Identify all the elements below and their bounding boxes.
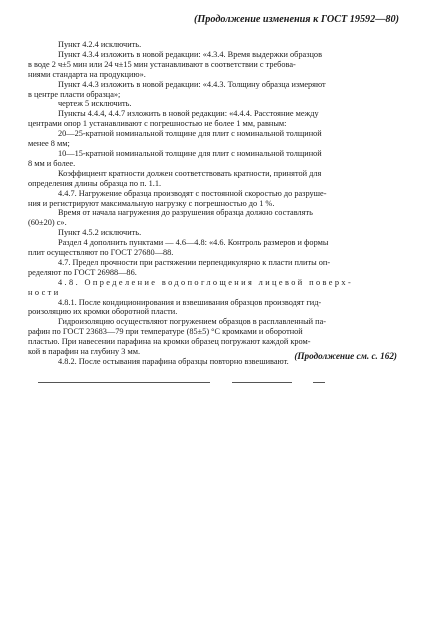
text-line: пластью. При навесении парафина на кромки образец погружают каждой кром- (28, 337, 311, 347)
text-line: плит осуществляют по ГОСТ 27680—88. (28, 248, 174, 258)
page-header: (Продолжение изменения к ГОСТ 19592—80) (193, 14, 399, 25)
text-line: (60±20) с». (28, 218, 67, 228)
text-line: менее 8 мм; (28, 139, 70, 149)
text-line: в воде 2 ч±5 мин или 24 ч±15 мин устанавливают в соответствии с требова- (28, 59, 296, 69)
paragraph (28, 149, 400, 169)
text-line: Пункты 4.4.4, 4.4.7 изложить в новой редакции: «4.4.4. Расстояние между (58, 109, 319, 119)
paragraph (28, 80, 400, 100)
text-line: 4.8.1. После кондиционирования и взвешивания образцов производят гид- (58, 297, 322, 307)
text-line: ния и регистрируют максимальную нагрузку с погрешностью до 1 %. (28, 198, 275, 208)
paragraph (28, 258, 400, 278)
paragraph (28, 129, 400, 149)
paragraph (28, 208, 400, 228)
paragraph (28, 169, 400, 189)
paragraph (28, 40, 400, 50)
text-line: роизоляцию их кромки оборотной пласти. (28, 307, 178, 317)
text-line: 4.8. Определение водопоглощения лицевой поверх- (58, 277, 354, 287)
paragraph (28, 298, 400, 318)
paragraph (28, 189, 400, 209)
text-line: Пункт 4.4.3 изложить в новой редакции: «4.4.3. Толщину образца измеряют (58, 79, 326, 89)
text-line: 4.7. Предел прочности при растяжении перпендикулярно к пласти плиты оп- (58, 257, 331, 267)
text-line: Пункт 4.5.2 исключить. (58, 228, 142, 238)
text-line: чертеж 5 исключить. (58, 99, 132, 109)
text-line: Раздел 4 дополнить пунктами — 4.6—4.8: «4.6. Контроль размеров и формы (58, 238, 329, 248)
separator-rule-mid (232, 382, 292, 383)
text-line: ниями стандарта на продукцию». (28, 69, 146, 79)
text-line: Пункт 4.2.4 исключить. (58, 40, 142, 49)
paragraph (28, 99, 400, 109)
text-line: ности (28, 287, 61, 297)
paragraph (28, 238, 400, 258)
text-line: определения длины образца по п. 1.1. (28, 178, 162, 188)
text-line: 4.4.7. Нагружение образца производят с постоянной скоростью до разруше- (58, 188, 327, 198)
text-line: Пункт 4.3.4 изложить в новой редакции: «4.3.4. Время выдержки образцов (58, 49, 322, 59)
text-line: 20—25-кратной номинальной толщине для плит с номинальной толщиной (58, 129, 322, 139)
text-line: центрами опор 1 устанавливают с погрешностью не более 1 мм, равным: (28, 119, 287, 129)
text-line: Гидроизоляцию осуществляют погружением образцов в расплавленный па- (58, 317, 327, 327)
paragraph (28, 50, 400, 80)
text-line: 10—15-кратной номинальной толщине для плит с номинальной толщиной (58, 148, 322, 158)
text-line: рафин по ГОСТ 23683—79 при температуре (85±5) °С кромками и оборотной (28, 327, 303, 337)
text-line: 4.8.2. После остывания парафина образцы повторно взвешивают. (58, 357, 289, 366)
text-line: Коэффициент кратности должен соответствовать кратности, принятой для (58, 168, 322, 178)
text-line: кой в парафин на глубину 3 мм. (28, 347, 141, 357)
text-line: 8 мм и более. (28, 158, 76, 168)
separator-rule-left (38, 382, 210, 383)
text-line: в центре пласти образца»; (28, 89, 121, 99)
paragraph (28, 278, 400, 298)
paragraph (28, 109, 400, 129)
continuation-note: (Продолжение см. с. 162) (294, 351, 397, 361)
document-body (28, 40, 400, 367)
text-line: ределяют по ГОСТ 26988—86. (28, 267, 137, 277)
separator-rule-right (313, 382, 325, 383)
text-line: Время от начала нагружения до разрушения образца должно составлять (58, 208, 313, 218)
paragraph (28, 228, 400, 238)
